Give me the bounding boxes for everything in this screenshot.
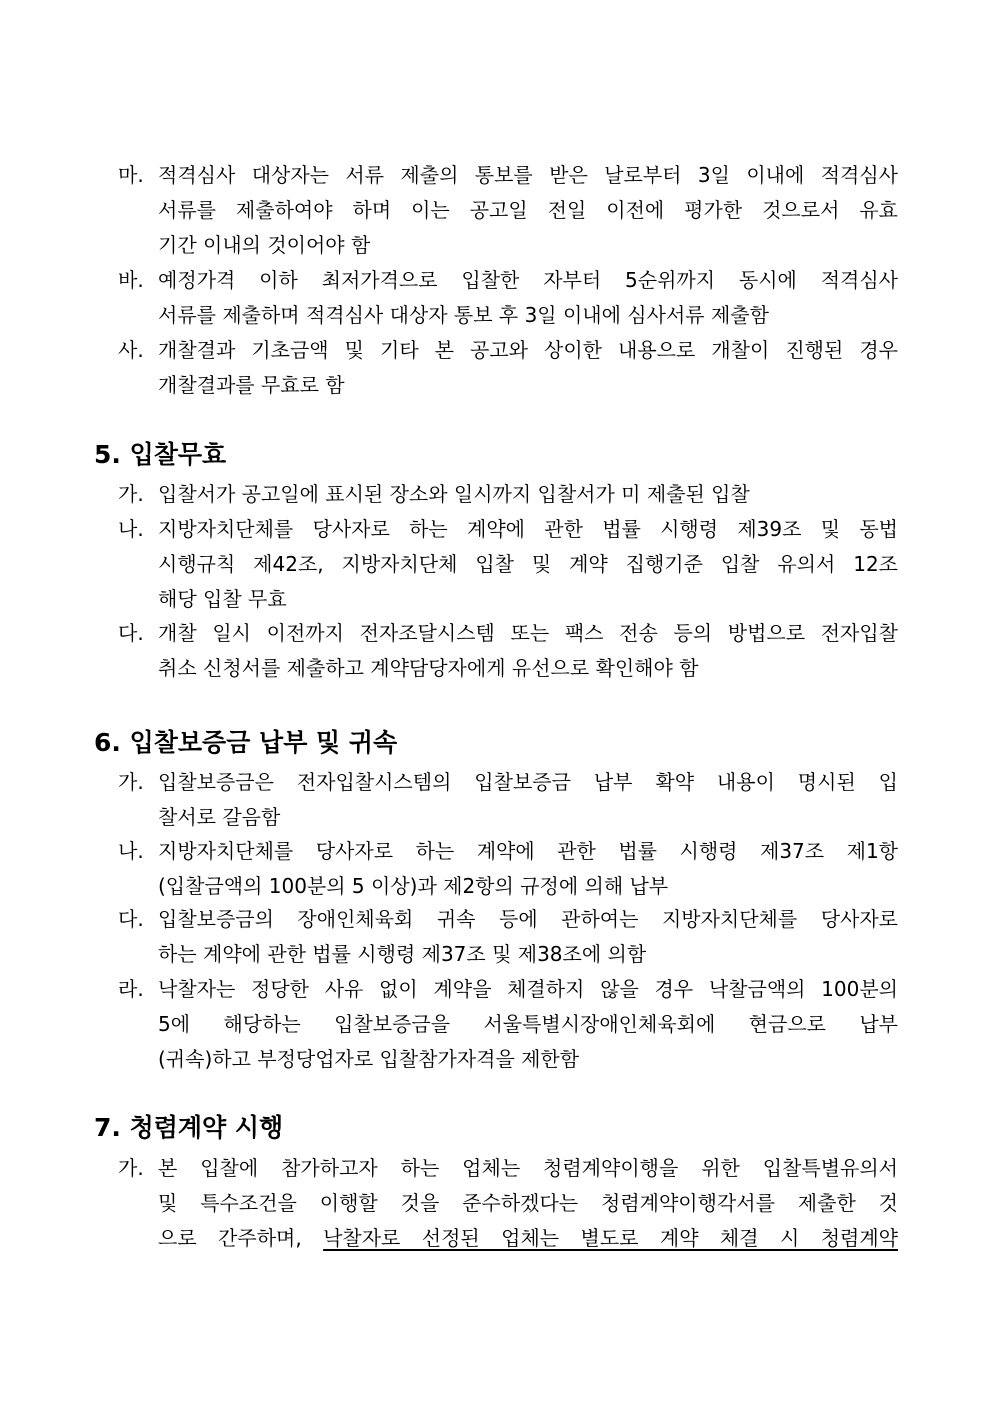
section-heading-6: 6. 입찰보증금 납부 및 귀속 bbox=[94, 728, 398, 757]
underlined-text: 낙찰자로 선정된 업체는 별도로 계약 체결 시 청렴계약 bbox=[323, 1226, 898, 1250]
text-line: 입찰보증금은 전자입찰시스템의 입찰보증금 납부 확약 내용이 명시된 입 bbox=[158, 770, 898, 794]
text-line: 시행규칙 제42조, 지방자치단체 입찰 및 계약 집행기준 입찰 유의서 12조 bbox=[158, 552, 898, 576]
text-line-with-underline bbox=[158, 1221, 898, 1256]
list-marker: 가. bbox=[118, 770, 144, 794]
text-line: 예정가격 이하 최저가격으로 입찰한 자부터 5순위까지 동시에 적격심사 bbox=[158, 268, 898, 292]
list-marker: 나. bbox=[118, 839, 144, 863]
text-line: 서류를 제출하며 적격심사 대상자 통보 후 3일 이내에 심사서류 제출함 bbox=[158, 303, 769, 327]
text-line: 5에 해당하는 입찰보증금을 서울특별시장애인체육회에 현금으로 납부 bbox=[158, 1012, 898, 1036]
list-marker: 바. bbox=[118, 268, 144, 292]
text-line: 지방자치단체를 당사자로 하는 계약에 관한 법률 시행령 제37조 제1항 bbox=[158, 839, 898, 863]
list-marker: 다. bbox=[118, 907, 144, 931]
text-line: (귀속)하고 부정당업자로 입찰참가자격을 제한함 bbox=[158, 1047, 580, 1071]
section-heading-7: 7. 청렴계약 시행 bbox=[94, 1113, 284, 1142]
text-line: 및 특수조건을 이행할 것을 준수하겠다는 청렴계약이행각서를 제출한 것 bbox=[158, 1191, 898, 1215]
text-line: 낙찰자는 정당한 사유 없이 계약을 체결하지 않을 경우 낙찰금액의 100분의 bbox=[158, 977, 898, 1001]
text-segment: 으로 간주하며, bbox=[158, 1226, 324, 1250]
list-marker: 가. bbox=[118, 482, 144, 506]
text-line: (입찰금액의 100분의 5 이상)과 제2항의 규정에 의해 납부 bbox=[158, 874, 669, 898]
list-marker: 다. bbox=[118, 621, 144, 645]
text-line: 찰서로 갈음함 bbox=[158, 805, 281, 829]
text-line: 해당 입찰 무효 bbox=[158, 587, 287, 611]
text-line: 입찰서가 공고일에 표시된 장소와 일시까지 입찰서가 미 제출된 입찰 bbox=[158, 482, 750, 506]
section-heading-5: 5. 입찰무효 bbox=[94, 440, 227, 469]
list-marker: 라. bbox=[118, 977, 144, 1001]
list-marker: 사. bbox=[118, 338, 144, 362]
text-line: 입찰보증금의 장애인체육회 귀속 등에 관하여는 지방자치단체를 당사자로 bbox=[158, 907, 898, 931]
text-line: 개찰결과 기초금액 및 기타 본 공고와 상이한 내용으로 개찰이 진행된 경우 bbox=[158, 338, 898, 362]
text-line: 적격심사 대상자는 서류 제출의 통보를 받은 날로부터 3일 이내에 적격심사 bbox=[158, 163, 898, 187]
text-line: 하는 계약에 관한 법률 시행령 제37조 및 제38조에 의함 bbox=[158, 942, 647, 966]
list-marker: 마. bbox=[118, 163, 144, 187]
text-line: 개찰 일시 이전까지 전자조달시스템 또는 팩스 전송 등의 방법으로 전자입찰 bbox=[158, 621, 898, 645]
text-line: 서류를 제출하여야 하며 이는 공고일 전일 이전에 평가한 것으로서 유효 bbox=[158, 198, 898, 222]
text-line: 취소 신청서를 제출하고 계약담당자에게 유선으로 확인해야 함 bbox=[158, 656, 699, 680]
text-line: 본 입찰에 참가하고자 하는 업체는 청렴계약이행을 위한 입찰특별유의서 bbox=[158, 1156, 898, 1180]
text-line: 개찰결과를 무효로 함 bbox=[158, 373, 345, 397]
list-marker: 나. bbox=[118, 517, 144, 541]
list-marker: 가. bbox=[118, 1156, 144, 1180]
text-line: 기간 이내의 것이어야 함 bbox=[158, 233, 371, 257]
text-line: 지방자치단체를 당사자로 하는 계약에 관한 법률 시행령 제39조 및 동법 bbox=[158, 517, 898, 541]
